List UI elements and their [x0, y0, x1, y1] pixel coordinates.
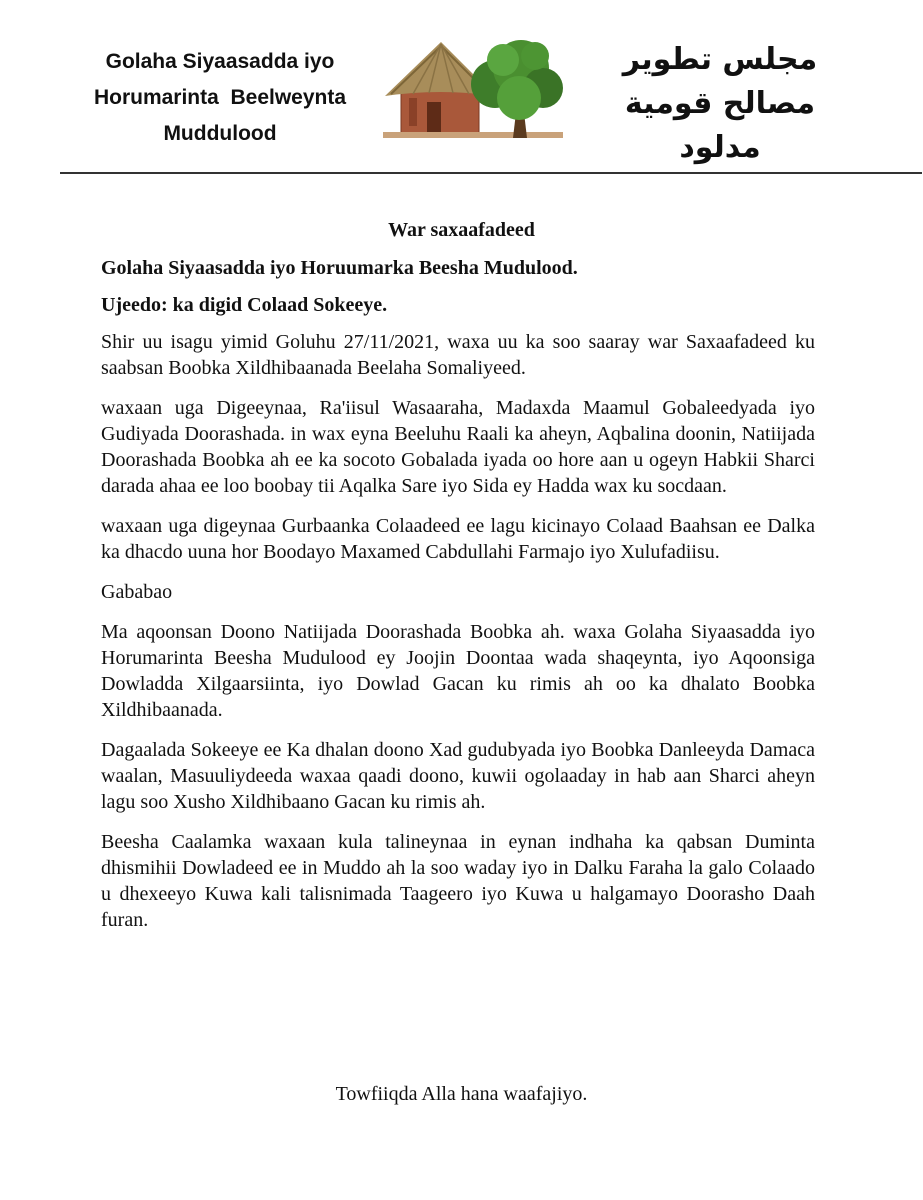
- org-name-line: Horumarinta Beelweynta: [93, 86, 347, 109]
- org-name-line: Golaha Siyaasadda iyo: [105, 50, 335, 73]
- org-name-arabic: [600, 38, 840, 170]
- body-paragraph: Ma aqoonsan Doono Natiijada Doorashada Boobka ah. waxa Golaha Siyaasadda iyo Horumarinta Beesha Mudulood ey Joojin Doontaa wada shaqeynta, iyo Aqoonsiga Dowladda Xilgaarsiinta, iyo Dowlad Gacan ku rimis ah oo ka dhalato Boobka Xildhibaanada.: [101, 621, 815, 721]
- document-subject: Ujeedo: ka digid Colaad Sokeeye.: [101, 294, 388, 316]
- document-heading: Golaha Siyaasadda iyo Horuumarka Beesha Mudulood.: [101, 257, 578, 279]
- body-paragraph: Beesha Caalamka waxaan kula talineynaa in eynan indhaha ka qabsan Duminta dhismihii Dowladeed ee in Muddo ah la soo waday iyo in Dalku Faraha la galo Colaado u dhexeeyo Kuwa kali talisnimada Taageero iyo Kuwa u halgamayo Doorasho Daah furan.: [101, 831, 815, 931]
- body-paragraph: Shir uu isagu yimid Goluhu 27/11/2021, waxa uu ka soo saaray war Saxaafadeed ku saabsan Boobka Xildhibaanada Beelaha Somaliyeed.: [101, 331, 815, 379]
- body-paragraph: waxaan uga digeynaa Gurbaanka Colaadeed ee lagu kicinayo Colaad Baahsan ee Dalka ka dhacdo uuna hor Boodayo Maxamed Cabdullahi Farmajo iyo Xulufadiisu.: [101, 515, 815, 563]
- org-name-line: Muddulood: [163, 122, 277, 145]
- document-body: [101, 255, 815, 947]
- closing-line: Towfiiqda Alla hana waafajiyo.: [335, 1083, 588, 1105]
- body-paragraph: Dagaalada Sokeeye ee Ka dhalan doono Xad gudubyada iyo Boobka Danleeyda Damaca waalan, Masuuliydeeda waxaa qaadi doono, kuwii ogolaaday in hab aan Sharci aheyn lagu soo Xusho Xildhibaano Gacan ku rimis ah.: [101, 739, 815, 813]
- org-name-somali: [60, 44, 380, 152]
- org-name-ar-line: مصالح قومية: [624, 86, 816, 121]
- hut-and-tree-logo-icon: [383, 38, 563, 140]
- org-name-ar-line: مجلس تطوير: [622, 42, 818, 77]
- body-paragraph: waxaan uga Digeeynaa, Ra'iisul Wasaaraha, Madaxda Maamul Gobaleedyada iyo Gudiyada Doorashada. in wax eyna Beeluhu Raali ka aheyn, Aqbalina doonin, Natiijada Doorashada Boobka ah ee ka socoto Gobalada iyada oo hore aan u ogeyn Habkii Sharci darada ahaa ee loo boobay tii Aqalka Sare iyo Sida ey Hadda wax ku socdaan.: [101, 397, 815, 497]
- section-label: Gababao: [101, 581, 173, 603]
- letterhead-divider: [60, 172, 922, 174]
- document-title: War saxaafadeed: [388, 219, 535, 241]
- org-name-ar-line: مدلود: [679, 130, 761, 165]
